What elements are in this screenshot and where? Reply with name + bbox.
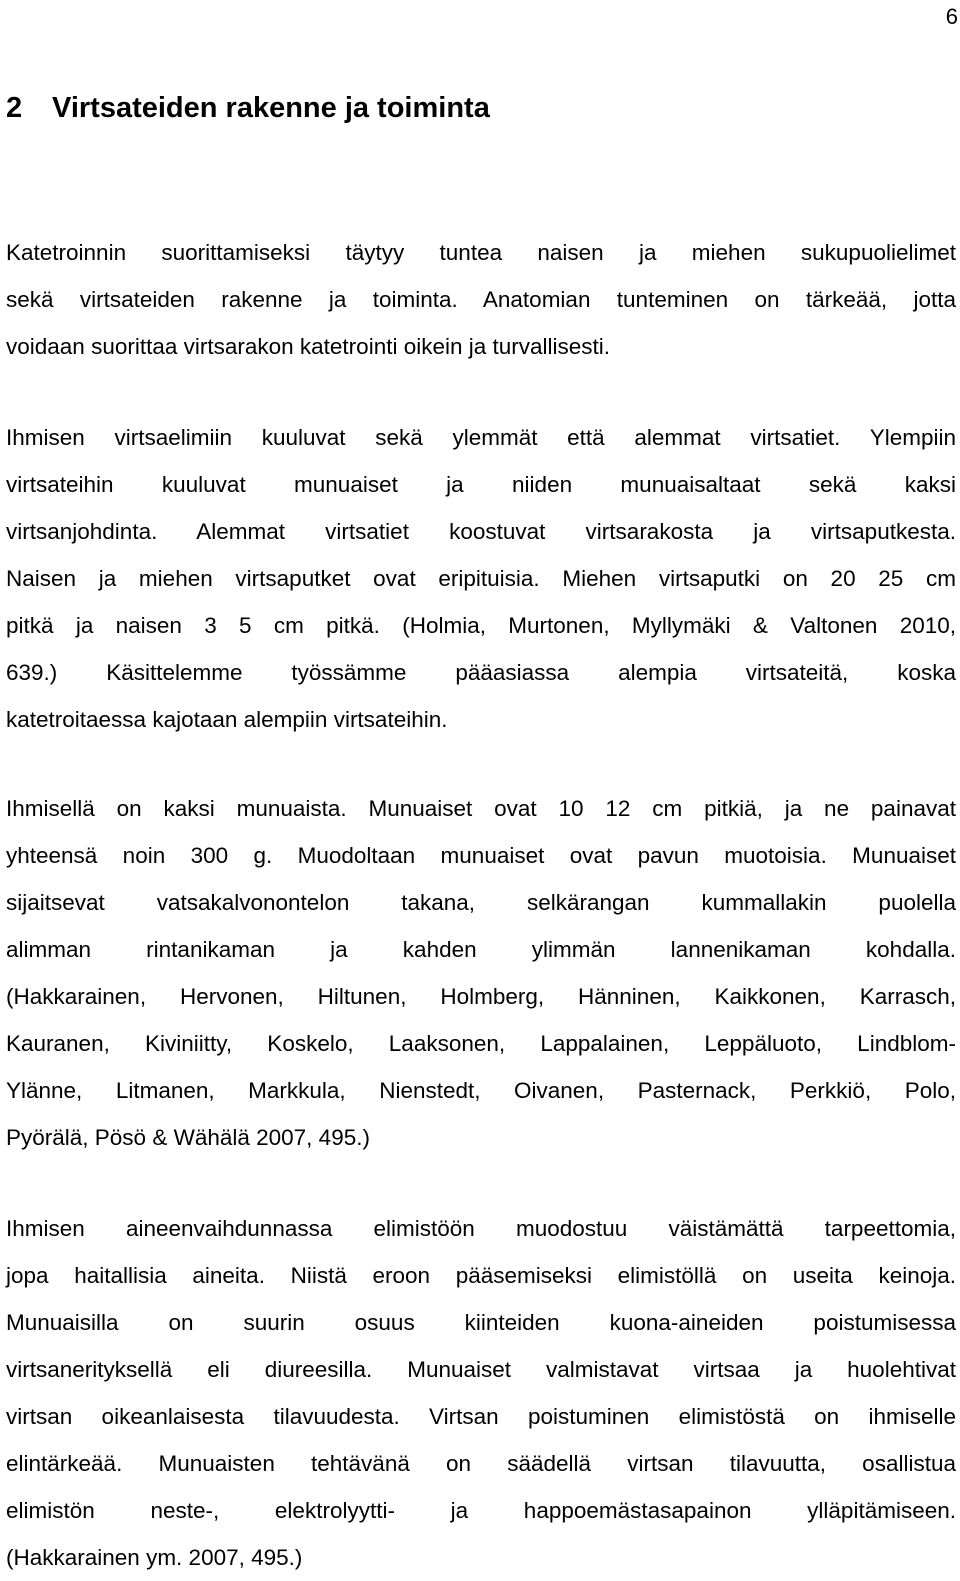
paragraph-metabolism [6,1205,956,1581]
paragraph-kidneys [6,785,956,1161]
text-line: (Hakkarainen ym. 2007, 495.) [6,1545,303,1570]
text-line: Munuaisilla on suurin osuus kiinteiden kuona-aineiden poistumisessa [6,1310,956,1335]
text-line: alimman rintanikaman ja kahden ylimmän lannenikaman kohdalla. [6,937,956,962]
chapter-heading [6,86,490,130]
text-line: Ihmisen aineenvaihdunnassa elimistöön muodostuu väistämättä tarpeettomia, [6,1216,956,1241]
text-line: Kauranen, Kiviniitty, Koskelo, Laaksonen, Lappalainen, Leppäluoto, Lindblom- [6,1031,956,1056]
text-line: virtsan oikeanlaisesta tilavuudesta. Virtsan poistuminen elimistöstä on ihmiselle [6,1404,956,1429]
text-line: voidaan suorittaa virtsarakon katetrointi oikein ja turvallisesti. [6,334,611,359]
chapter-number: 2 [6,92,23,124]
text-line: sijaitsevat vatsakalvonontelon takana, selkärangan kummallakin puolella [6,890,956,915]
text-line: katetroitaessa kajotaan alempiin virtsateihin. [6,707,448,732]
text-line: yhteensä noin 300 g. Muodoltaan munuaiset ovat pavun muotoisia. Munuaiset [6,843,956,868]
text-line: elimistön neste-, elektrolyytti- ja happoemästasapainon ylläpitämiseen. [6,1498,956,1523]
text-line: jopa haitallisia aineita. Niistä eroon pääsemiseksi elimistöllä on useita keinoja. [6,1263,956,1288]
text-line: elintärkeää. Munuaisten tehtävänä on säädellä virtsan tilavuutta, osallistua [6,1451,956,1476]
chapter-title: Virtsateiden rakenne ja toiminta [52,92,490,124]
text-line: virtsanerityksellä eli diureesilla. Munuaiset valmistavat virtsaa ja huolehtivat [6,1357,956,1382]
paragraph-urinary-organs [6,414,956,743]
text-line: sekä virtsateiden rakenne ja toiminta. Anatomian tunteminen on tärkeää, jotta [6,287,956,312]
text-line: virtsateihin kuuluvat munuaiset ja niiden munuaisaltaat sekä kaksi [6,472,956,497]
text-line: pitkä ja naisen 3 5 cm pitkä. (Holmia, Murtonen, Myllymäki & Valtonen 2010, [6,613,956,638]
text-line: Pyörälä, Pösö & Wähälä 2007, 495.) [6,1125,370,1150]
text-line: Ihmisellä on kaksi munuaista. Munuaiset ovat 10 12 cm pitkiä, ja ne painavat [6,796,956,821]
text-line: virtsanjohdinta. Alemmat virtsatiet koostuvat virtsarakosta ja virtsaputkesta. [6,519,956,544]
paragraph-intro [6,229,956,370]
page-number: 6 [945,4,958,29]
text-line: 639.) Käsittelemme työssämme pääasiassa alempia virtsateitä, koska [6,660,956,685]
text-line: (Hakkarainen, Hervonen, Hiltunen, Holmberg, Hänninen, Kaikkonen, Karrasch, [6,984,956,1009]
text-line: Ylänne, Litmanen, Markkula, Nienstedt, Oivanen, Pasternack, Perkkiö, Polo, [6,1078,956,1103]
text-line: Ihmisen virtsaelimiin kuuluvat sekä ylemmät että alemmat virtsatiet. Ylempiin [6,425,956,450]
text-line: Naisen ja miehen virtsaputket ovat eripituisia. Miehen virtsaputki on 20 25 cm [6,566,956,591]
text-line: Katetroinnin suorittamiseksi täytyy tuntea naisen ja miehen sukupuolielimet [6,240,956,265]
